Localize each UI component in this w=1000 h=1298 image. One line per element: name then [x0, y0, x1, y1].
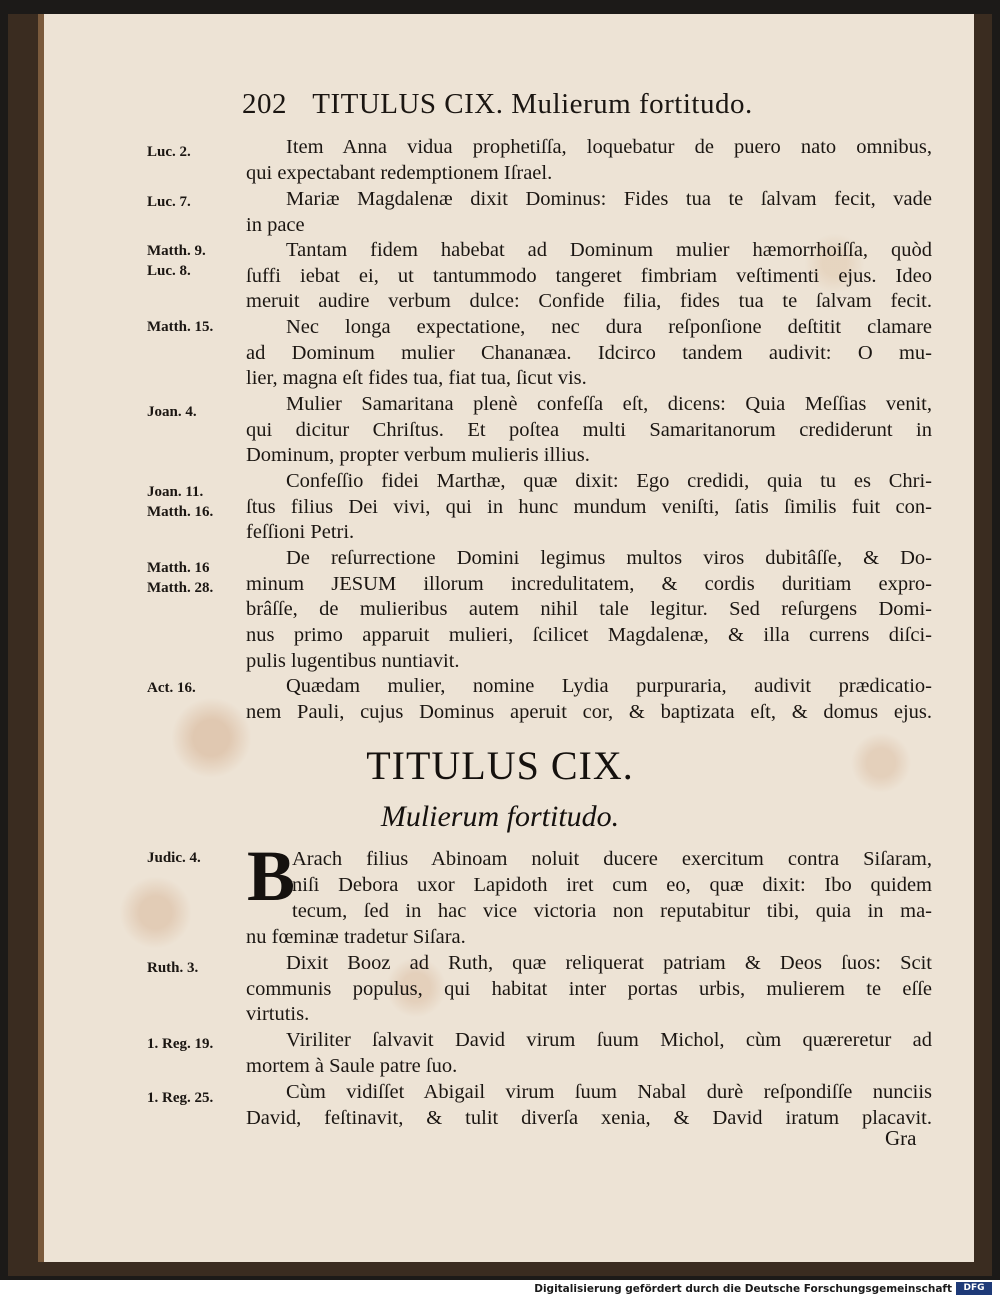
margin-note: Matth. 28.	[147, 580, 214, 596]
text-line: brâſſe, de mulieribus autem nihil tale legitur. Sed reſurgens Domi-	[246, 598, 932, 620]
margin-note: Joan. 4.	[147, 404, 197, 420]
margin-note: Luc. 8.	[147, 263, 191, 279]
text-line: niſi Debora uxor Lapidoth iret cum eo, quæ dixit: Ibo quidem	[292, 874, 932, 896]
margin-note: Act. 16.	[147, 680, 196, 696]
section-title: TITULUS CIX.	[366, 743, 634, 788]
catchword: Gra	[885, 1126, 917, 1150]
text-line: Item Anna vidua prophetiſſa, loquebatur de puero nato omnibus,	[286, 136, 932, 158]
text-line: ad Dominum mulier Chananæa. Idcirco tandem audivit: O mu-	[246, 342, 932, 364]
text-line: Dixit Booz ad Ruth, quæ reliquerat patriam & Deos ſuos: Scit	[286, 952, 932, 974]
margin-note: Judic. 4.	[147, 850, 201, 866]
text-line: tecum, ſed in hac vice victoria non reputabitur tibi, quia in ma-	[292, 900, 932, 922]
text-line: meruit audire verbum dulce: Confide filia, fides tua te ſalvam fecit.	[246, 290, 932, 312]
text-line: pulis lugentibus nuntiavit.	[246, 650, 460, 672]
text-line: minum JESUM illorum incredulitatem, & cordis duritiam expro-	[246, 573, 932, 595]
text-line: nu fœminæ tradetur Siſara.	[246, 926, 466, 948]
text-line: nus primo apparuit mulieri, ſcilicet Magdalenæ, & illa currens diſci-	[246, 624, 932, 646]
drop-cap: B	[247, 836, 296, 916]
margin-note: Matth. 16.	[147, 504, 214, 520]
running-head	[242, 88, 753, 121]
text-line: Cùm vidiſſet Abigail virum ſuum Nabal durè reſpondiſſe nunciis	[286, 1081, 932, 1103]
page-number: 202	[242, 88, 287, 120]
dfg-logo: DFG	[956, 1282, 992, 1295]
text-line: mortem à Saule patre ſuo.	[246, 1055, 458, 1077]
text-line: Nec longa expectatione, nec dura reſponſione deſtitit clamare	[286, 316, 932, 338]
text-line: qui dicitur Chriſtus. Et poſtea multi Samaritanorum crediderunt in	[246, 419, 932, 441]
text-line: Arach filius Abinoam noluit ducere exercitum contra Siſaram,	[292, 848, 932, 870]
text-line: lier, magna eſt fides tua, fiat tua, ſicut vis.	[246, 367, 587, 389]
text-line: nem Pauli, cujus Dominus aperuit cor, & baptizata eſt, & domus ejus.	[246, 701, 932, 723]
margin-note: 1. Reg. 19.	[147, 1036, 214, 1052]
text-line: Confeſſio fidei Marthæ, quæ dixit: Ego credidi, quia tu es Chri-	[286, 470, 932, 492]
margin-note: Luc. 2.	[147, 144, 191, 160]
text-line: David, feſtinavit, & tulit diverſa xenia, & David iratum placavit.	[246, 1107, 932, 1129]
text-line: De reſurrectione Domini legimus multos viros dubitâſſe, & Do-	[286, 547, 932, 569]
text-line: Dominum, propter verbum mulieris illius.	[246, 444, 590, 466]
margin-note: Ruth. 3.	[147, 960, 199, 976]
text-line: Tantam fidem habebat ad Dominum mulier hæmorrhoiſſa, quòd	[286, 239, 932, 261]
margin-note: Luc. 7.	[147, 194, 191, 210]
running-title: TITULUS CIX. Mulierum fortitudo.	[312, 88, 753, 120]
text-line: Quædam mulier, nomine Lydia purpuraria, audivit prædicatio-	[286, 675, 932, 697]
section-subtitle: Mulierum fortitudo.	[380, 800, 620, 833]
text-line: Mariæ Magdalenæ dixit Dominus: Fides tua te ſalvam fecit, vade	[286, 188, 932, 210]
text-line: Mulier Samaritana plenè confeſſa eſt, dicens: Quia Meſſias venit,	[286, 393, 932, 415]
margin-note: Matth. 16	[147, 560, 210, 576]
margin-note: Matth. 15.	[147, 319, 214, 335]
text-line: virtutis.	[246, 1003, 310, 1025]
text-line: qui expectabant redemptionem Iſrael.	[246, 162, 553, 184]
text-line: ſtus filius Dei vivi, qui in hunc mundum veniſti, ſatis ſimilis fuit con-	[246, 496, 932, 518]
margin-note: Joan. 11.	[147, 484, 204, 500]
text-line: communis populus, qui habitat inter portas urbis, mulierem te eſſe	[246, 978, 932, 1000]
funding-credit: Digitalisierung gefördert durch die Deutsche Forschungsgemeinschaft	[534, 1283, 952, 1295]
text-line: Viriliter ſalvavit David virum ſuum Michol, cùm quæreretur ad	[286, 1029, 932, 1051]
margin-note: 1. Reg. 25.	[147, 1090, 214, 1106]
text-line: feſſioni Petri.	[246, 521, 355, 543]
margin-note: Matth. 9.	[147, 243, 206, 259]
text-line: in pace	[246, 214, 305, 236]
text-line: ſuffi iebat ei, ut tantummodo tangeret fimbriam veſtimenti ejus. Ideo	[246, 265, 932, 287]
